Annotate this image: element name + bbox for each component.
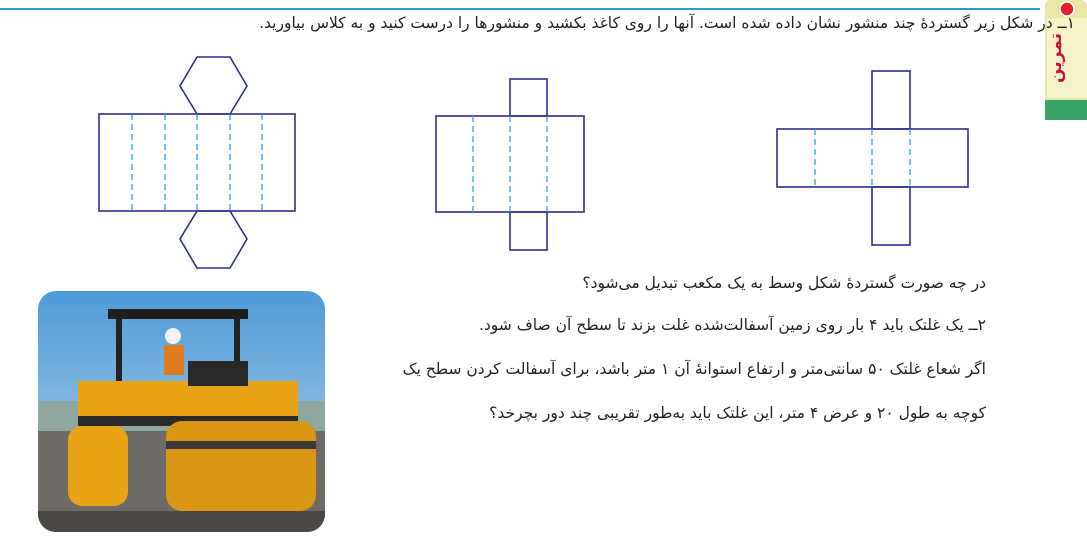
problem2-line2: اگر شعاع غلتک ۵۰ سانتی‌متر و ارتفاع استوانهٔ آن ۱ متر باشد، برای آسفالت کردن سطح یک	[402, 360, 986, 378]
road-roller-photo	[38, 291, 325, 532]
problem2-line1: ۲ــ یک غلتک باید ۴ بار روی زمین آسفالت‌شده غلت بزند تا سطح آن صاف شود.	[478, 316, 986, 334]
problem1-instruction: ۱ــ در شکل زیر گستردهٔ چند منشور نشان داده شده است. آنها را روی کاغذ بکشید و منشورها را درست کنید و به کلاس بیاورید.	[259, 14, 1075, 32]
rectangular-prism-net-middle	[436, 79, 584, 250]
rectangular-prism-net-right	[777, 71, 968, 245]
exercise-tab-label: تمرین	[1046, 32, 1066, 84]
problem2-line3: کوچه به طول ۲۰ و عرض ۴ متر، این غلتک باید به‌طور تقریبی چند دور بچرخد؟	[489, 404, 986, 422]
problem1-question: در چه صورت گستردهٔ شکل وسط به یک مکعب تبدیل می‌شود؟	[582, 274, 986, 292]
hexagonal-prism-net	[99, 57, 295, 268]
